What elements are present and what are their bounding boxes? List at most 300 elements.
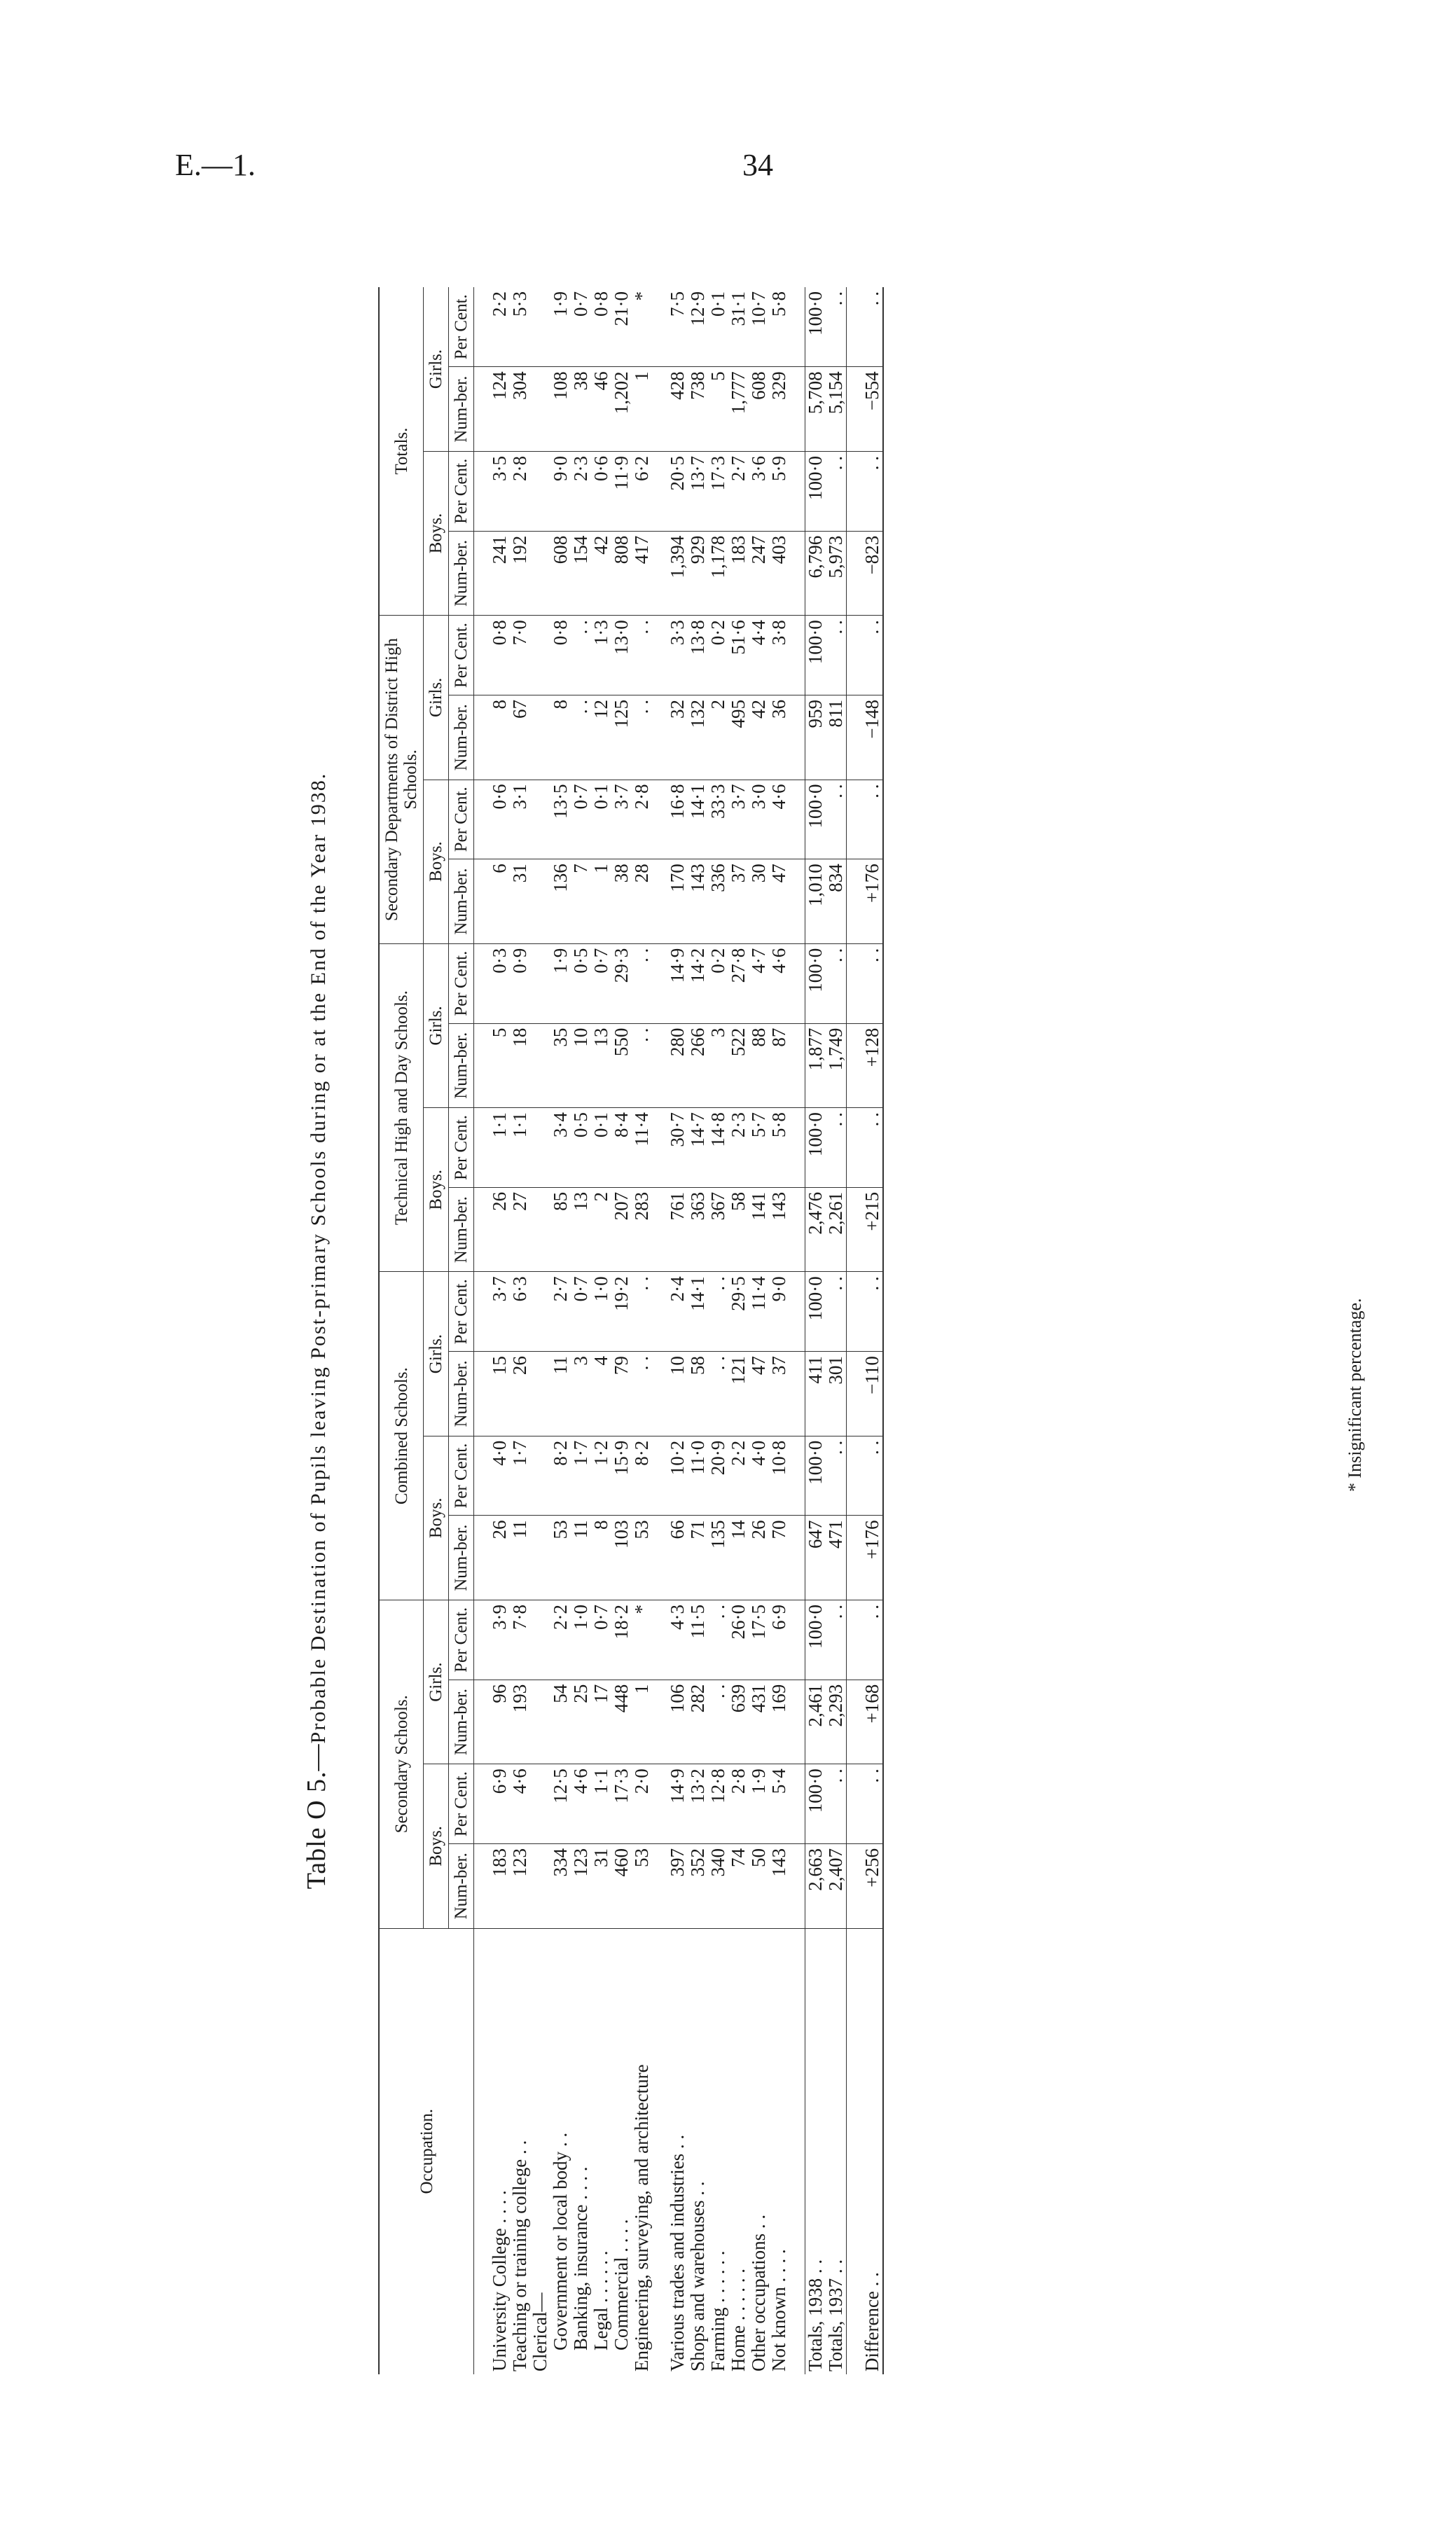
percent-cell: 29·5 — [728, 1272, 749, 1352]
number-cell: +215 — [862, 1187, 883, 1272]
percent-cell: 0·7 — [571, 287, 591, 367]
number-cell: 38 — [571, 367, 591, 452]
percent-cell: 7·5 — [667, 287, 688, 367]
number-cell: 66 — [667, 1516, 688, 1600]
number-cell: 4 — [591, 1352, 611, 1436]
group-header: Technical High and Day Schools. — [379, 943, 424, 1272]
percent-cell: 0·7 — [591, 1600, 611, 1680]
percent-cell: 100·0 — [805, 1600, 826, 1680]
percent-cell: 8·4 — [611, 1108, 632, 1188]
number-cell: . . — [708, 1352, 728, 1436]
percent-cell: 14·2 — [688, 943, 708, 1023]
percent-cell: 100·0 — [805, 1436, 826, 1516]
number-cell: 96 — [490, 1680, 510, 1764]
number-cell: 67 — [510, 695, 530, 780]
number-cell: 1,178 — [708, 531, 728, 616]
number-cell: −148 — [862, 695, 883, 780]
table-row — [708, 287, 728, 2374]
occupation-label: Home . . . . . . — [728, 2269, 749, 2372]
number-cell — [530, 1352, 550, 1436]
number-cell — [530, 1844, 550, 1929]
number-cell: 143 — [769, 1844, 789, 1929]
percent-cell: 1·0 — [571, 1600, 591, 1680]
percent-cell: . . — [826, 1272, 847, 1352]
number-cell: 352 — [688, 1844, 708, 1929]
spacer-row — [789, 287, 805, 2374]
number-cell: 3 — [708, 1023, 728, 1108]
girls-header: Girls. — [424, 1272, 449, 1436]
number-cell: 132 — [688, 695, 708, 780]
table-row — [591, 287, 611, 2374]
footnote: * Insignificant percentage. — [1345, 1298, 1365, 1492]
number-cell: 27 — [510, 1187, 530, 1272]
number-cell: 15 — [490, 1352, 510, 1436]
number-cell: 10 — [571, 1023, 591, 1108]
percent-cell: 1·0 — [591, 1272, 611, 1352]
number-header: Num-ber. — [449, 1516, 474, 1600]
percent-cell: 3·7 — [490, 1272, 510, 1352]
number-cell: 193 — [510, 1680, 530, 1764]
percent-cell: 100·0 — [805, 1764, 826, 1844]
number-cell: 25 — [571, 1680, 591, 1764]
number-cell: 183 — [490, 1844, 510, 1929]
percent-cell: 6·2 — [632, 451, 652, 531]
spacer-row — [652, 287, 667, 2374]
percent-header: Per Cent. — [449, 1600, 474, 1680]
number-cell: 26 — [749, 1516, 769, 1600]
percent-cell: 5·3 — [510, 287, 530, 367]
boys-header: Boys. — [424, 1764, 449, 1928]
percent-cell: 0·6 — [490, 780, 510, 859]
number-cell: 53 — [632, 1516, 652, 1600]
number-cell: 106 — [667, 1680, 688, 1764]
number-header: Num-ber. — [449, 1023, 474, 1108]
number-cell: 47 — [769, 859, 789, 944]
number-cell: 13 — [591, 1023, 611, 1108]
number-cell: 6,796 — [805, 531, 826, 616]
occupation-label: Totals, 1938 . . — [805, 1928, 826, 2374]
table-title-text: Probable Destination of Pupils leaving Post-primary Schools during or at the End of the Year 1938. — [307, 772, 330, 1744]
number-cell: 403 — [769, 531, 789, 616]
number-cell: 79 — [611, 1352, 632, 1436]
number-cell: . . — [708, 1680, 728, 1764]
occupation-label: Teaching or training college . . — [509, 2140, 530, 2372]
percent-cell: 4·6 — [510, 1764, 530, 1844]
number-cell: 54 — [550, 1680, 571, 1764]
number-cell: 301 — [826, 1352, 847, 1436]
percent-cell: 14·9 — [667, 1764, 688, 1844]
percent-cell: * — [632, 1600, 652, 1680]
number-cell: +256 — [862, 1844, 883, 1929]
table-row — [769, 287, 789, 2374]
percent-cell: 1·3 — [591, 616, 611, 695]
percent-cell: 4·0 — [749, 1436, 769, 1516]
percent-cell: 29·3 — [611, 943, 632, 1023]
number-cell: 2,663 — [805, 1844, 826, 1929]
percent-cell: 6·9 — [490, 1764, 510, 1844]
percent-cell: 1·9 — [550, 943, 571, 1023]
percent-cell: 21·0 — [611, 287, 632, 367]
number-cell: 1 — [632, 1680, 652, 1764]
percent-cell: 1·1 — [591, 1764, 611, 1844]
percent-cell: 11·4 — [632, 1108, 652, 1188]
number-cell: 334 — [550, 1844, 571, 1929]
occupation-label: Various trades and industries . . — [667, 2134, 688, 2372]
number-cell: 761 — [667, 1187, 688, 1272]
table-row — [688, 287, 708, 2374]
spacer-row — [474, 287, 490, 2374]
percent-cell: 15·9 — [611, 1436, 632, 1516]
table-row — [550, 287, 571, 2374]
percent-cell: 11·5 — [688, 1600, 708, 1680]
percent-cell: 10·8 — [769, 1436, 789, 1516]
percent-cell: . . — [826, 616, 847, 695]
number-cell: 28 — [632, 859, 652, 944]
number-cell: 103 — [611, 1516, 632, 1600]
number-cell: 336 — [708, 859, 728, 944]
percent-cell: 1·9 — [749, 1764, 769, 1844]
number-cell: 608 — [550, 531, 571, 616]
percent-cell: 0·9 — [510, 943, 530, 1023]
number-cell: 1,777 — [728, 367, 749, 452]
occupation-label: Engineering, surveying, and architecture — [631, 2064, 652, 2372]
girls-header: Girls. — [424, 1600, 449, 1764]
number-cell: 74 — [728, 1844, 749, 1929]
number-cell: 125 — [611, 695, 632, 780]
girls-header: Girls. — [424, 287, 449, 451]
percent-cell: 26·0 — [728, 1600, 749, 1680]
percent-cell: 14·7 — [688, 1108, 708, 1188]
percent-cell: 0·6 — [591, 451, 611, 531]
number-cell: 26 — [510, 1352, 530, 1436]
number-cell — [530, 1023, 550, 1108]
number-cell: −110 — [862, 1352, 883, 1436]
group-header: Combined Schools. — [379, 1272, 424, 1600]
percent-cell: 3·5 — [490, 451, 510, 531]
number-header: Num-ber. — [449, 1352, 474, 1436]
percent-cell: . . — [826, 1600, 847, 1680]
number-cell: 37 — [769, 1352, 789, 1436]
table-row — [728, 287, 749, 2374]
table-title — [301, 259, 332, 2402]
number-cell: 3 — [571, 1352, 591, 1436]
percent-cell: 30·7 — [667, 1108, 688, 1188]
percent-cell: 4·0 — [490, 1436, 510, 1516]
number-cell: 183 — [728, 531, 749, 616]
number-cell — [530, 367, 550, 452]
percent-cell: 17·3 — [708, 451, 728, 531]
number-header: Num-ber. — [449, 531, 474, 616]
number-cell: 124 — [490, 367, 510, 452]
number-cell: 340 — [708, 1844, 728, 1929]
percent-cell: 4·6 — [571, 1764, 591, 1844]
number-cell: 36 — [769, 695, 789, 780]
number-cell: 135 — [708, 1516, 728, 1600]
table-label: Table O 5.— — [302, 1743, 331, 1890]
percent-cell: 100·0 — [805, 287, 826, 367]
number-cell: 42 — [591, 531, 611, 616]
percent-cell: . . — [862, 1764, 883, 1844]
percent-cell: . . — [862, 1108, 883, 1188]
boys-header: Boys. — [424, 1436, 449, 1600]
percent-cell — [530, 616, 550, 695]
number-header: Num-ber. — [449, 1844, 474, 1929]
group-header: Secondary Departments of District High Schools. — [379, 616, 424, 944]
percent-cell: . . — [826, 1764, 847, 1844]
percent-cell: 2·7 — [728, 451, 749, 531]
percent-cell: 0·2 — [708, 616, 728, 695]
page-number: 34 — [742, 148, 773, 182]
percent-cell: 0·8 — [490, 616, 510, 695]
percent-header: Per Cent. — [449, 1764, 474, 1844]
occupation-label: Difference . . — [862, 1928, 883, 2374]
number-cell: 1 — [632, 367, 652, 452]
percent-cell — [530, 1764, 550, 1844]
number-cell: 304 — [510, 367, 530, 452]
percent-cell — [530, 1272, 550, 1352]
number-cell: 53 — [550, 1516, 571, 1600]
number-cell: 88 — [749, 1023, 769, 1108]
percent-cell: 31·1 — [728, 287, 749, 367]
percent-cell: 0·7 — [571, 1272, 591, 1352]
number-cell: 431 — [749, 1680, 769, 1764]
percent-cell: . . — [826, 287, 847, 367]
number-cell: 2,293 — [826, 1680, 847, 1764]
table-row — [805, 287, 826, 2374]
number-cell: 280 — [667, 1023, 688, 1108]
percent-cell: . . — [862, 943, 883, 1023]
boys-header: Boys. — [424, 1108, 449, 1272]
number-cell: 8 — [550, 695, 571, 780]
percent-cell: 27·8 — [728, 943, 749, 1023]
number-cell: 397 — [667, 1844, 688, 1929]
number-cell: 550 — [611, 1023, 632, 1108]
table-row — [571, 287, 591, 2374]
number-cell: 37 — [728, 859, 749, 944]
percent-cell: . . — [632, 1272, 652, 1352]
number-cell: 6 — [490, 859, 510, 944]
number-header: Num-ber. — [449, 1187, 474, 1272]
percent-cell: 0·3 — [490, 943, 510, 1023]
number-cell: 929 — [688, 531, 708, 616]
percent-header: Per Cent. — [449, 780, 474, 859]
number-cell: 123 — [571, 1844, 591, 1929]
number-cell: 32 — [667, 695, 688, 780]
number-cell: 121 — [728, 1352, 749, 1436]
percent-cell: 14·9 — [667, 943, 688, 1023]
percent-cell: 3·4 — [550, 1108, 571, 1188]
percent-cell: 13·8 — [688, 616, 708, 695]
number-cell: 53 — [632, 1844, 652, 1929]
number-cell: . . — [632, 1352, 652, 1436]
number-cell: 647 — [805, 1516, 826, 1600]
boys-header: Boys. — [424, 451, 449, 615]
number-cell: 2,476 — [805, 1187, 826, 1272]
number-cell: 959 — [805, 695, 826, 780]
percent-cell: . . — [862, 616, 883, 695]
percent-cell — [530, 287, 550, 367]
number-cell: 411 — [805, 1352, 826, 1436]
percent-cell: 2·4 — [667, 1272, 688, 1352]
occupation-label: Commercial . . . . — [611, 2219, 632, 2350]
percent-cell: 13·7 — [688, 451, 708, 531]
number-cell: 2 — [591, 1187, 611, 1272]
percent-cell — [530, 1600, 550, 1680]
number-cell: 811 — [826, 695, 847, 780]
number-cell: 42 — [749, 695, 769, 780]
occupation-label: Banking, insurance . . . . — [570, 2166, 591, 2350]
number-cell: 5,708 — [805, 367, 826, 452]
number-header: Num-ber. — [449, 859, 474, 944]
number-cell: 522 — [728, 1023, 749, 1108]
number-cell: . . — [571, 695, 591, 780]
percent-cell — [530, 943, 550, 1023]
number-cell: 58 — [688, 1352, 708, 1436]
header-row-groups — [379, 287, 424, 2374]
percent-cell: 6·9 — [769, 1600, 789, 1680]
percent-cell: 2·3 — [728, 1108, 749, 1188]
percent-cell — [530, 1436, 550, 1516]
number-cell: 170 — [667, 859, 688, 944]
number-cell: 12 — [591, 695, 611, 780]
number-cell: 241 — [490, 531, 510, 616]
number-cell: 11 — [510, 1516, 530, 1600]
percent-cell: 5·7 — [749, 1108, 769, 1188]
percent-cell: 1·7 — [571, 1436, 591, 1516]
occupation-label: Totals, 1937 . . — [825, 2259, 846, 2372]
number-cell: 417 — [632, 531, 652, 616]
number-cell: 13 — [571, 1187, 591, 1272]
number-cell: 14 — [728, 1516, 749, 1600]
percent-cell: 0·1 — [591, 1108, 611, 1188]
number-cell: 207 — [611, 1187, 632, 1272]
percent-cell: 0·7 — [571, 780, 591, 859]
number-cell: 70 — [769, 1516, 789, 1600]
number-cell: 2,407 — [826, 1844, 847, 1929]
number-cell: 2,261 — [826, 1187, 847, 1272]
percent-cell: 11·9 — [611, 451, 632, 531]
percent-cell: 100·0 — [805, 616, 826, 695]
table-row — [667, 287, 688, 2374]
percent-cell: 1·9 — [550, 287, 571, 367]
percent-header: Per Cent. — [449, 1272, 474, 1352]
number-cell: 1,749 — [826, 1023, 847, 1108]
percent-cell: 6·3 — [510, 1272, 530, 1352]
percent-cell: 5·8 — [769, 287, 789, 367]
percent-cell: . . — [862, 780, 883, 859]
percent-cell: . . — [708, 1600, 728, 1680]
percent-cell: 3·6 — [749, 451, 769, 531]
number-header: Num-ber. — [449, 1680, 474, 1764]
girls-header: Girls. — [424, 943, 449, 1107]
number-cell: 1,202 — [611, 367, 632, 452]
number-cell: 85 — [550, 1187, 571, 1272]
percent-cell — [530, 451, 550, 531]
percent-cell: 2·2 — [728, 1436, 749, 1516]
percent-cell: 3·9 — [490, 1600, 510, 1680]
number-cell: 141 — [749, 1187, 769, 1272]
table-row — [826, 287, 847, 2374]
percent-cell: 0·5 — [571, 1108, 591, 1188]
percent-cell: . . — [571, 616, 591, 695]
number-cell: 367 — [708, 1187, 728, 1272]
percent-cell: 4·7 — [749, 943, 769, 1023]
number-cell: 143 — [769, 1187, 789, 1272]
number-cell: 329 — [769, 367, 789, 452]
percent-cell: 5·8 — [769, 1108, 789, 1188]
number-cell — [530, 531, 550, 616]
percent-cell: 16·8 — [667, 780, 688, 859]
percent-cell: 100·0 — [805, 943, 826, 1023]
percent-cell — [530, 780, 550, 859]
percent-cell: 13·5 — [550, 780, 571, 859]
number-cell: 35 — [550, 1023, 571, 1108]
number-cell: 30 — [749, 859, 769, 944]
number-cell: . . — [632, 1023, 652, 1108]
percent-cell: 18·2 — [611, 1600, 632, 1680]
group-header: Totals. — [379, 287, 424, 616]
number-cell: 192 — [510, 531, 530, 616]
number-cell: 46 — [591, 367, 611, 452]
percent-cell: 14·1 — [688, 780, 708, 859]
occupation-label: Other occupations . . — [748, 2214, 769, 2372]
percent-cell: 100·0 — [805, 780, 826, 859]
number-cell — [530, 695, 550, 780]
percent-cell: . . — [826, 943, 847, 1023]
occupation-header: Occupation. — [379, 1928, 474, 2374]
number-cell: 808 — [611, 531, 632, 616]
percent-cell: 2·7 — [550, 1272, 571, 1352]
percent-header: Per Cent. — [449, 616, 474, 695]
number-cell: 71 — [688, 1516, 708, 1600]
number-cell: 283 — [632, 1187, 652, 1272]
percent-cell: 13·2 — [688, 1764, 708, 1844]
percent-cell: 7·0 — [510, 616, 530, 695]
percent-cell — [530, 1108, 550, 1188]
percent-cell: 12·9 — [688, 287, 708, 367]
table-row — [611, 287, 632, 2374]
percent-cell: 33·3 — [708, 780, 728, 859]
number-cell: 31 — [510, 859, 530, 944]
percent-cell: 2·2 — [550, 1600, 571, 1680]
percent-cell: . . — [826, 1436, 847, 1516]
table-row — [862, 287, 883, 2374]
percent-cell: 7·8 — [510, 1600, 530, 1680]
percent-cell: 100·0 — [805, 451, 826, 531]
percent-cell: . . — [826, 1108, 847, 1188]
number-cell: 460 — [611, 1844, 632, 1929]
percent-cell: 51·6 — [728, 616, 749, 695]
percent-cell: 10·2 — [667, 1436, 688, 1516]
number-cell: 18 — [510, 1023, 530, 1108]
percent-cell: . . — [862, 1436, 883, 1516]
percent-cell: . . — [632, 943, 652, 1023]
percent-cell: . . — [862, 1272, 883, 1352]
number-cell: 38 — [611, 859, 632, 944]
number-cell: 1 — [591, 859, 611, 944]
number-cell: 266 — [688, 1023, 708, 1108]
table-body — [474, 287, 884, 2374]
table-row — [632, 287, 652, 2374]
percent-cell: 0·5 — [571, 943, 591, 1023]
occupation-label: Clerical— — [529, 2292, 550, 2372]
rotated-table-page — [301, 259, 1436, 2402]
percent-cell: 2·2 — [490, 287, 510, 367]
number-cell: 87 — [769, 1023, 789, 1108]
number-cell: 143 — [688, 859, 708, 944]
number-cell: 11 — [571, 1516, 591, 1600]
number-cell: 7 — [571, 859, 591, 944]
